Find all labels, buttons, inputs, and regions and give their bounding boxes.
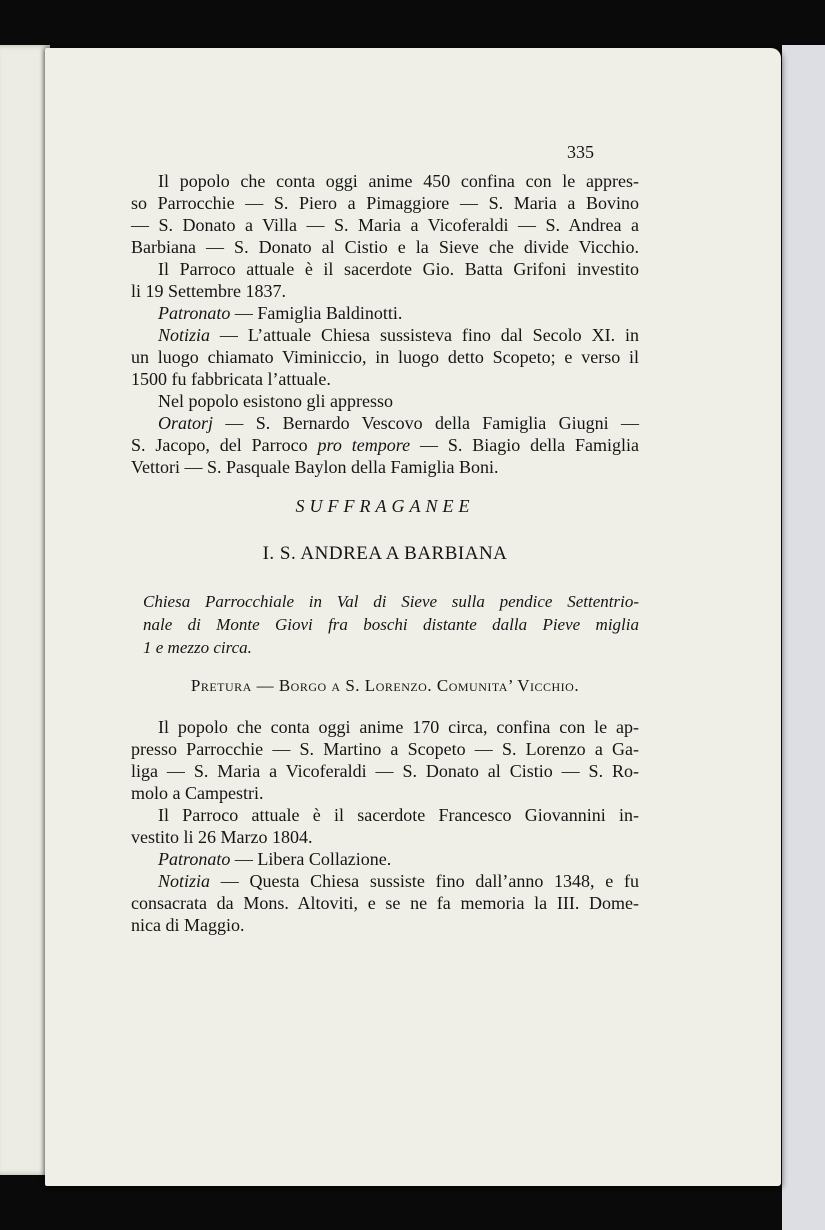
notizia-text: — Questa Chiesa sussiste fino dall’anno 1348, e fu: [210, 871, 639, 891]
text-line: presso Parrocchie — S. Martino a Scopeto — S. Lorenzo a Ga-: [131, 739, 639, 759]
text-line: Il popolo che conta oggi anime 170 circa, confina con le ap-: [158, 717, 639, 737]
text-line: Barbiana — S. Donato al Cistio e la Sieve che divide Vicchio.: [131, 237, 639, 257]
oratorj-line-2: [131, 434, 639, 456]
oratorj-text: — S. Bernardo Vescovo della Famiglia Giugni —: [213, 413, 639, 433]
notizia-label: Notizia: [158, 871, 211, 891]
paragraph-block-2: [131, 716, 639, 936]
description-line: nale di Monte Giovi fra boschi distante dalla Pieve miglia: [143, 615, 639, 634]
notizia-text: — L’attuale Chiesa sussisteva fino dal Secolo XI. in: [210, 325, 639, 345]
oratorj-label: Oratorj: [158, 413, 214, 433]
church-title: I. S. ANDREA A BARBIANA: [262, 543, 508, 564]
text-line: Il Parroco attuale è il sacerdote Gio. Batta Grifoni investito: [158, 259, 639, 279]
notizia-label: Notizia: [158, 325, 211, 345]
text-line: un luogo chiamato Viminiccio, in luogo detto Scopeto; e verso il: [131, 347, 639, 367]
description-line: Chiesa Parrocchiale in Val di Sieve sulla pendice Settentrio-: [143, 592, 639, 611]
text-span: S. Jacopo, del Parroco: [131, 435, 318, 455]
patronato-text: — Famiglia Baldinotti.: [230, 303, 403, 323]
patronato-label: Patronato: [158, 849, 231, 869]
pro-tempore-text: pro tempore: [317, 435, 411, 455]
text-line: so Parrocchie — S. Piero a Pimaggiore — S. Maria a Bovino: [131, 193, 639, 213]
text-line: Il popolo che conta oggi anime 450 confina con le appres-: [158, 171, 639, 191]
text-line: consacrata da Mons. Altoviti, e se ne fa memoria la III. Dome-: [131, 893, 639, 913]
text-line: li 19 Settembre 1837.: [131, 281, 286, 301]
patronato-line: [131, 302, 639, 324]
text-line: Nel popolo esistono gli appresso: [158, 391, 393, 411]
background-surface: [782, 45, 825, 1230]
church-description: [143, 590, 639, 659]
previous-page-edge: [0, 45, 50, 1175]
patronato-text: — Libera Collazione.: [230, 849, 392, 869]
paragraph-block-1: [131, 170, 639, 478]
text-line: liga — S. Maria a Vicoferaldi — S. Donato al Cistio — S. Ro-: [131, 761, 639, 781]
text-span: — S. Biagio della Famiglia: [410, 435, 640, 455]
text-line: Vettori — S. Pasquale Baylon della Famiglia Boni.: [131, 457, 499, 477]
section-title: SUFFRAGANEE: [295, 496, 475, 516]
jurisdiction-line: Pretura — Borgo a S. Lorenzo. Comunita’ Vicchio.: [190, 676, 580, 695]
text-line: 1500 fu fabbricata l’attuale.: [131, 369, 331, 389]
text-line: vestito li 26 Marzo 1804.: [131, 827, 313, 847]
text-line: Il Parroco attuale è il sacerdote Francesco Giovannini in-: [158, 805, 639, 825]
oratorj-line: [131, 412, 639, 434]
notizia-line: [131, 870, 639, 892]
description-line: 1 e mezzo circa.: [143, 638, 252, 657]
patronato-line: [131, 848, 639, 870]
page-number: 335: [567, 142, 594, 162]
patronato-label: Patronato: [158, 303, 231, 323]
text-line: — S. Donato a Villa — S. Maria a Vicoferaldi — S. Andrea a: [131, 215, 639, 235]
text-line: molo a Campestri.: [131, 783, 264, 803]
notizia-line: [131, 324, 639, 346]
text-line: nica di Maggio.: [131, 915, 245, 935]
